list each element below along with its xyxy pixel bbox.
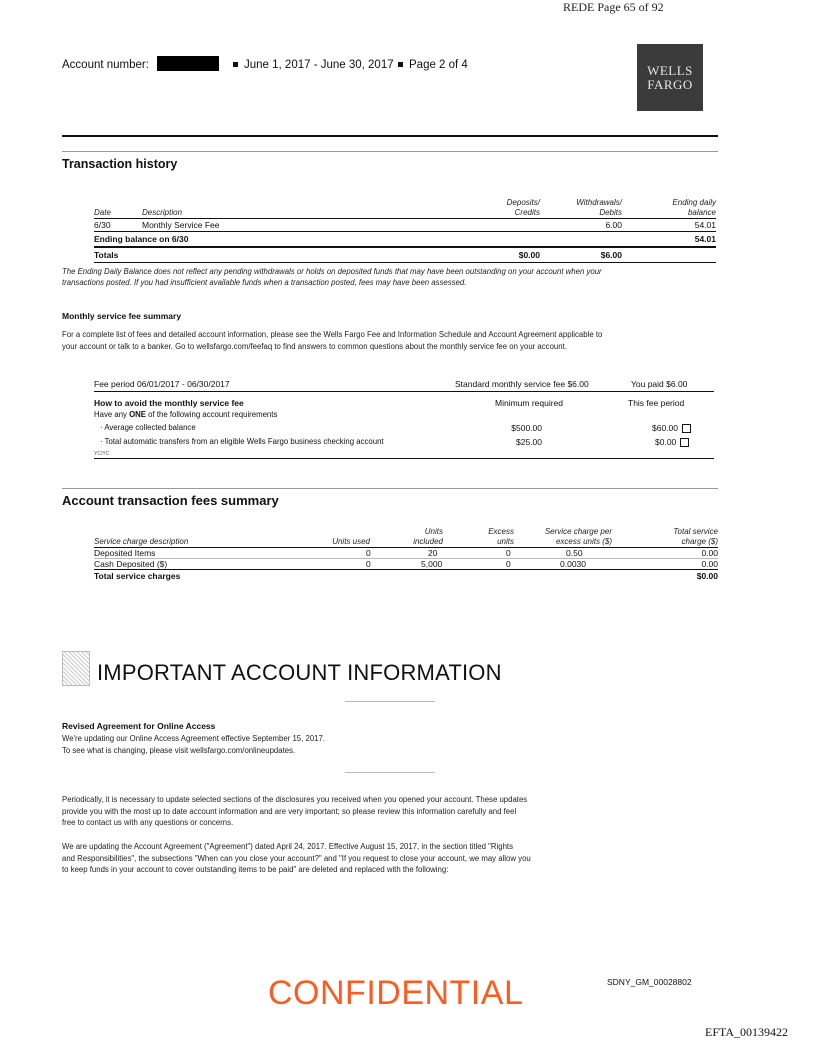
total-service-charges-label: Total service charges	[94, 571, 181, 581]
table-rule	[94, 458, 714, 459]
this-fee-period-header: This fee period	[628, 398, 685, 408]
logo-line-1: WELLS	[647, 62, 693, 78]
col-deposits-header: Deposits/ Credits	[506, 198, 540, 217]
col-description-header: Description	[142, 208, 183, 217]
table-rule	[94, 547, 718, 548]
header-divider	[62, 135, 718, 137]
fee-row-total: 0.00	[701, 548, 718, 558]
col-date-header: Date	[94, 208, 111, 217]
page-label: REDE Page 65 of 92	[563, 0, 664, 14]
table-rule	[94, 569, 718, 570]
wells-fargo-logo	[637, 44, 703, 111]
important-info-title: IMPORTANT ACCOUNT INFORMATION	[97, 660, 502, 685]
disclosure-paragraph-2: We are updating the Account Agreement ("Agreement") dated April 24, 2017. Effective August 15, 2017, in the section titled "Rights and Responsibilities", the subsections "When can you close your account?" and "If you request to close your account, we may allow you to keep funds in your account to cover outstanding items to be paid" are deleted and replaced with the following:	[62, 842, 531, 874]
logo-line-2: FARGO	[647, 76, 693, 92]
requirement-row: · Average collected balance	[100, 423, 196, 432]
table-rule	[94, 218, 716, 219]
table-row-rule	[94, 558, 718, 559]
fee-row-used: 0	[366, 548, 371, 558]
ending-balance-label: Ending balance on 6/30	[94, 234, 189, 244]
disclosure-paragraph-1: Periodically, it is necessary to update selected sections of the disclosures you received when you opened your account. These updates provide you with the most up to date account information and are very important; so please review this information carefully and feel free to contact us with any questions or concerns.	[62, 795, 528, 827]
col-units-included-header: Units included	[413, 527, 443, 546]
info-graphic-icon	[62, 651, 90, 686]
checkbox	[682, 424, 691, 433]
requirements-intro: Have any ONE of the following account requirements	[94, 410, 278, 419]
fee-row-included: 20	[428, 548, 438, 558]
ending-balance-value: 54.01	[694, 234, 716, 244]
table-rule	[94, 231, 716, 232]
col-charge-per-header: Service charge per excess units ($)	[544, 527, 612, 546]
table-rule	[94, 391, 714, 392]
req1-value: $60.00	[652, 423, 691, 433]
confidential-stamp: CONFIDENTIAL	[268, 974, 524, 1012]
totals-credits: $0.00	[518, 250, 540, 260]
col-units-used-header: Units used	[332, 537, 370, 546]
col-balance-header: Ending daily balance	[672, 198, 716, 217]
short-divider	[345, 772, 435, 773]
col-total-charge-header: Total service charge ($)	[673, 527, 718, 546]
standard-fee: Standard monthly service fee $6.00	[455, 379, 589, 389]
fee-period: Fee period 06/01/2017 - 06/30/2017	[94, 379, 230, 389]
how-to-avoid: How to avoid the monthly service fee	[94, 398, 244, 408]
totals-debits: $6.00	[600, 250, 622, 260]
bullet-icon	[233, 62, 238, 67]
account-number-label: Account number:	[62, 59, 149, 71]
fee-row-per: 0.50	[566, 548, 583, 558]
revised-agreement-text: We're updating our Online Access Agreement effective September 15, 2017. To see what is changing, please visit wellsfargo.com/onlineupdates.	[62, 734, 325, 755]
transaction-history-title: Transaction history	[62, 157, 178, 171]
balance-note: The Ending Daily Balance does not reflect any pending withdrawals or holds on deposited funds that may have been outstanding on your account when your transactions posted. If you had insufficient available funds when a transaction posted, fees may have been assessed.	[62, 267, 602, 287]
row-debit: 6.00	[605, 220, 622, 230]
fee-row-included: 5,000	[421, 559, 443, 569]
you-paid: You paid $6.00	[631, 379, 688, 389]
minimum-required-header: Minimum required	[495, 398, 564, 408]
revised-agreement-title: Revised Agreement for Online Access	[62, 721, 216, 731]
redaction-bar	[157, 56, 219, 71]
period-text: June 1, 2017 - June 30, 2017	[244, 59, 394, 71]
fee-row-desc: Cash Deposited ($)	[94, 559, 168, 569]
fee-row-excess: 0	[506, 559, 511, 569]
page-text: Page 2 of 4	[409, 59, 468, 71]
table-rule-thick	[94, 246, 716, 248]
totals-label: Totals	[94, 250, 119, 260]
req2-value: $0.00	[655, 437, 689, 447]
row-date: 6/30	[94, 220, 111, 230]
checkbox	[680, 438, 689, 447]
row-balance: 54.01	[694, 220, 716, 230]
code-label: YC/YC	[94, 451, 110, 457]
req2-minimum: $25.00	[516, 437, 542, 447]
req1-minimum: $500.00	[511, 423, 542, 433]
fee-row-desc: Deposited Items	[94, 548, 156, 558]
short-divider	[345, 701, 435, 702]
bullet-icon	[398, 62, 403, 67]
section-divider	[62, 151, 718, 152]
col-excess-units-header: Excess units	[488, 527, 514, 546]
total-service-charges-value: $0.00	[696, 571, 718, 581]
section-divider	[62, 488, 718, 489]
col-withdrawals-header: Withdrawals/ Debits	[576, 198, 622, 217]
fee-row-excess: 0	[506, 548, 511, 558]
page-indicator	[398, 59, 468, 71]
requirement-row: · Total automatic transfers from an eligible Wells Fargo business checking account	[100, 437, 384, 446]
monthly-fee-intro: For a complete list of fees and detailed account information, please see the Wells Fargo Fee and Information Schedule and Account Agreement applicable to your account or talk to a banker. Go to wellsfargo.com/feefaq to find answers to common questions about the monthly service fee on your account.	[62, 330, 603, 351]
bates-number: SDNY_GM_00028802	[607, 977, 692, 987]
statement-period	[233, 59, 394, 71]
fee-row-used: 0	[366, 559, 371, 569]
account-fees-title: Account transaction fees summary	[62, 493, 279, 508]
monthly-fee-title: Monthly service fee summary	[62, 311, 182, 321]
table-rule	[94, 262, 716, 263]
fee-row-per: 0.0030	[560, 559, 586, 569]
fee-row-total: 0.00	[701, 559, 718, 569]
row-description: Monthly Service Fee	[142, 220, 220, 230]
efta-number: EFTA_00139422	[705, 1025, 789, 1039]
col-service-desc-header: Service charge description	[94, 537, 189, 546]
